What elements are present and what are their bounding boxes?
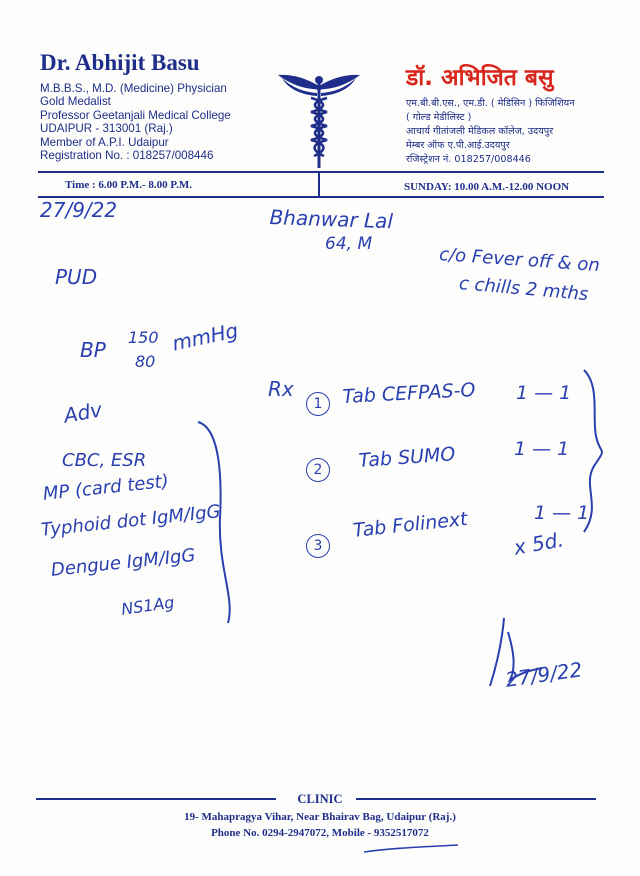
advice-title: Adv xyxy=(62,397,104,428)
caduceus-icon xyxy=(276,72,362,172)
qualification-en: M.B.B.S., M.D. (Medicine) Physician xyxy=(40,82,227,95)
registration-en: Registration No. : 018257/008446 xyxy=(40,149,214,163)
clinic-address: 19- Mahapragya Vihar, Near Bhairav Bag, Udaipur (Raj.) xyxy=(184,811,456,823)
membership-en: Member of A.P.I. Udaipur xyxy=(40,135,169,149)
advice-item-4: Dengue IgM/IgG xyxy=(50,544,197,581)
medication-2-name: Tab SUMO xyxy=(358,443,456,472)
doctor-details-hi xyxy=(406,97,575,167)
signature-date: 27/9/22 xyxy=(504,657,584,692)
medication-1-dose: 1 — 1 xyxy=(516,382,572,404)
qualification-hi: एम.बी.बी.एस., एम.डी. ( मेडिसिन ) फिजिशियन xyxy=(406,98,575,109)
city-en: UDAIPUR - 313001 (Raj.) xyxy=(40,122,173,136)
ink-underline xyxy=(362,842,462,856)
bp-diastolic: 80 xyxy=(135,352,156,371)
award-en: Gold Medalist xyxy=(40,95,111,109)
patient-age-sex: 64, M xyxy=(325,234,373,254)
complaint-line-1: c/o Fever off & on xyxy=(438,244,601,277)
membership-hi: मेम्बर ऑफ ए.पी.आई.उदयपुर xyxy=(406,140,510,151)
bp-systolic: 150 xyxy=(128,328,159,347)
advice-item-2: MP (card test) xyxy=(42,470,170,505)
advice-bracket xyxy=(190,418,250,628)
medication-2-number: 2 xyxy=(306,458,330,482)
bp-label: BP xyxy=(80,338,106,362)
registration-hi: रजिस्ट्रेशन नं. 018257/008446 xyxy=(406,154,531,165)
timing-weekday: Time : 6.00 P.M.- 8.00 P.M. xyxy=(65,179,192,191)
advice-item-3: Typhoid dot IgM/IgG xyxy=(40,501,222,541)
medication-1-number: 1 xyxy=(306,392,330,416)
award-hi: ( गोल्ड मेडीलिस्ट ) xyxy=(406,112,472,123)
advice-item-5: NS1Ag xyxy=(120,592,176,619)
timing-divider xyxy=(318,171,320,198)
visit-date: 27/9/22 xyxy=(40,198,118,222)
header-rule-bottom xyxy=(38,196,604,198)
header-rule-top xyxy=(38,171,604,173)
doctor-details-en xyxy=(40,82,231,162)
timing-sunday: SUNDAY: 10.00 A.M.-12.00 NOON xyxy=(404,181,570,193)
medication-3-number: 3 xyxy=(306,534,330,558)
medication-3-name: Tab Folinext xyxy=(352,507,469,542)
doctor-name-hi: डॉ. अभिजित बसु xyxy=(406,65,554,91)
rx-symbol: Rx xyxy=(268,377,294,401)
medication-2-dose: 1 — 1 xyxy=(514,438,570,460)
advice-item-1: CBC, ESR xyxy=(62,450,147,471)
complaint-line-2: c chills 2 mths xyxy=(458,273,590,306)
clinic-label: CLINIC xyxy=(297,792,343,806)
medication-3-dose: 1 — 1 xyxy=(534,502,590,524)
medication-1-name: Tab CEFPAS-O xyxy=(342,379,476,408)
position-hi: आचार्य गीतांजली मेडिकल कॉलेज, उदयपुर xyxy=(406,126,554,137)
location-note: PUD xyxy=(55,265,98,289)
doctor-name-en: Dr. Abhijit Basu xyxy=(40,50,200,75)
patient-name: Bhanwar Lal xyxy=(269,205,394,234)
medication-bracket xyxy=(578,366,612,536)
duration: x 5d. xyxy=(512,527,566,560)
bp-unit: mmHg xyxy=(170,318,241,356)
clinic-phone: Phone No. 0294-2947072, Mobile - 9352517072 xyxy=(211,827,429,839)
position-en: Professor Geetanjali Medical College xyxy=(40,108,231,122)
